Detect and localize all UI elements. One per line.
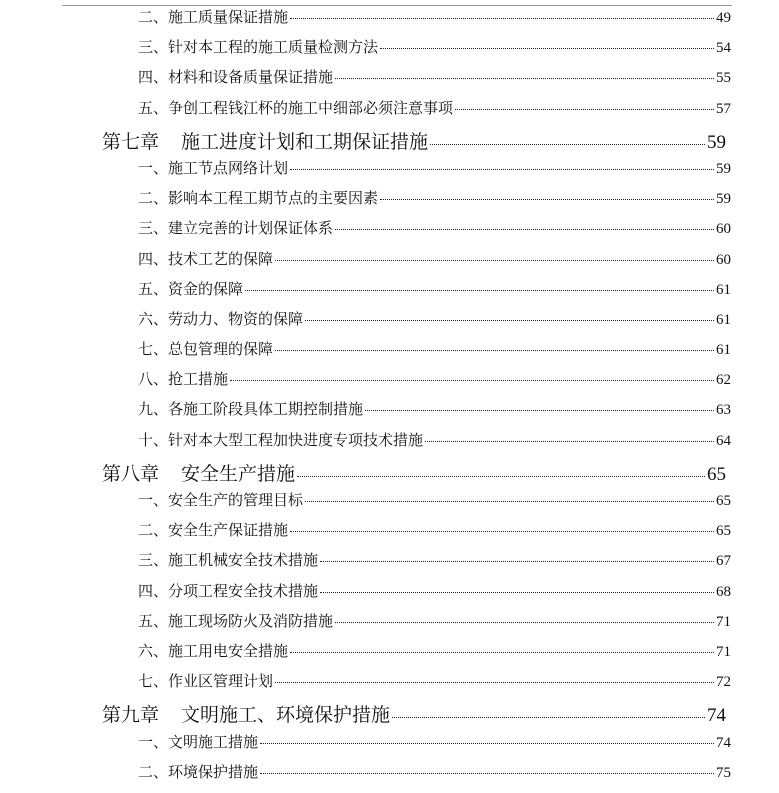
dot-leader — [290, 18, 714, 19]
toc-section-row[interactable] — [0, 549, 731, 579]
toc-section-row[interactable] — [0, 489, 731, 519]
dot-leader — [380, 199, 714, 200]
dot-leader — [430, 144, 705, 145]
toc-section-row[interactable] — [0, 248, 731, 278]
toc-entry-title — [102, 700, 390, 727]
toc-entry-title: 五、施工现场防火及消防措施 — [138, 611, 334, 630]
dot-leader — [335, 622, 714, 623]
toc-section-row[interactable] — [0, 580, 731, 610]
toc-entry-title: 四、分项工程安全技术措施 — [138, 581, 319, 600]
dot-leader — [260, 743, 714, 744]
toc-page-number: 65 — [716, 493, 731, 509]
dot-leader — [365, 410, 714, 411]
dot-leader — [305, 320, 714, 321]
toc-section-row[interactable] — [0, 761, 731, 791]
toc-page-number: 71 — [716, 613, 731, 630]
toc-entry-title: 四、技术工艺的保障 — [138, 249, 274, 268]
toc-page-number: 67 — [716, 553, 731, 570]
chapter-number: 第八章 — [102, 462, 160, 485]
toc-entry-title: 三、建立完善的计划保证体系 — [138, 219, 334, 238]
toc-entry-title: 一、安全生产的管理目标 — [138, 491, 304, 509]
toc-page-number: 57 — [716, 100, 731, 117]
dot-leader — [335, 229, 714, 230]
toc-section-row[interactable] — [0, 6, 731, 36]
dot-leader — [290, 169, 714, 170]
dot-leader — [290, 531, 714, 532]
toc-page-number: 68 — [716, 583, 731, 600]
toc-page-number: 64 — [716, 432, 731, 449]
toc-page-number: 55 — [716, 70, 731, 87]
toc-page-number: 65 — [707, 463, 726, 485]
chapter-number: 第七章 — [102, 130, 160, 153]
toc-entry-title: 六、施工用电安全措施 — [138, 641, 289, 660]
toc-page-number: 59 — [707, 131, 726, 153]
toc-page-number: 60 — [716, 221, 731, 238]
toc-page-number: 59 — [716, 191, 731, 208]
dot-leader — [425, 441, 714, 442]
toc-chapter-row[interactable] — [0, 127, 726, 157]
toc-page-number: 75 — [716, 764, 731, 781]
toc-entry-title: 五、争创工程钱江杯的施工中细部必须注意事项 — [138, 98, 454, 117]
toc-page-number: 65 — [716, 523, 731, 540]
toc-chapter-row[interactable] — [0, 700, 726, 730]
toc-section-row[interactable] — [0, 519, 731, 549]
toc-section-row[interactable] — [0, 670, 731, 700]
dot-leader — [230, 380, 714, 381]
toc-entry-title: 二、环境保护措施 — [138, 762, 259, 781]
toc-page-number: 49 — [716, 10, 731, 26]
toc-page-number: 61 — [716, 281, 731, 298]
toc-page-number: 54 — [716, 40, 731, 57]
toc-entry-title: 一、文明施工措施 — [138, 732, 259, 751]
toc-entry-title: 二、影响本工程工期节点的主要因素 — [138, 189, 379, 208]
toc-page-number: 72 — [716, 674, 731, 691]
table-of-contents — [0, 6, 779, 791]
dot-leader — [275, 682, 714, 683]
toc-section-row[interactable] — [0, 308, 731, 338]
dot-leader — [297, 476, 705, 477]
toc-entry-title: 七、作业区管理计划 — [138, 672, 274, 691]
toc-entry-title: 十、针对本大型工程加快进度专项技术措施 — [138, 430, 424, 449]
toc-section-row[interactable] — [0, 640, 731, 670]
toc-entry-title: 三、施工机械安全技术措施 — [138, 551, 319, 570]
toc-entry-title: 一、施工节点网络计划 — [138, 158, 289, 177]
toc-section-row[interactable] — [0, 610, 731, 640]
toc-entry-title: 三、针对本工程的施工质量检测方法 — [138, 38, 379, 57]
toc-entry-title: 二、安全生产保证措施 — [138, 521, 289, 540]
toc-page-number: 60 — [716, 251, 731, 268]
toc-entry-title: 二、施工质量保证措施 — [138, 8, 289, 26]
dot-leader — [380, 48, 714, 49]
toc-section-row[interactable] — [0, 157, 731, 187]
dot-leader — [335, 78, 714, 79]
toc-page-number: 74 — [707, 705, 726, 727]
toc-page-number: 61 — [716, 311, 731, 328]
toc-section-row[interactable] — [0, 66, 731, 96]
toc-page-number: 59 — [716, 160, 731, 177]
toc-page-number: 63 — [716, 402, 731, 419]
dot-leader — [455, 109, 714, 110]
dot-leader — [275, 260, 714, 261]
chapter-label: 施工进度计划和工期保证措施 — [181, 130, 429, 153]
dot-leader — [245, 290, 714, 291]
toc-section-row[interactable] — [0, 278, 731, 308]
toc-page-number: 74 — [716, 734, 731, 751]
toc-entry-title: 五、资金的保障 — [138, 279, 244, 298]
toc-page-number: 61 — [716, 342, 731, 359]
toc-entry-title: 九、各施工阶段具体工期控制措施 — [138, 400, 364, 419]
dot-leader — [305, 501, 714, 502]
toc-page-number: 62 — [716, 372, 731, 389]
dot-leader — [290, 652, 714, 653]
toc-section-row[interactable] — [0, 217, 731, 247]
toc-section-row[interactable] — [0, 36, 731, 66]
toc-entry-title — [102, 459, 295, 486]
chapter-number: 第九章 — [102, 704, 160, 727]
chapter-label: 安全生产措施 — [181, 462, 296, 485]
dot-leader — [392, 717, 705, 718]
dot-leader — [320, 592, 714, 593]
toc-section-row[interactable] — [0, 398, 731, 428]
chapter-label: 文明施工、环境保护措施 — [181, 704, 391, 727]
dot-leader — [260, 773, 714, 774]
toc-entry-title: 八、抢工措施 — [138, 370, 229, 389]
toc-entry-title — [102, 127, 428, 154]
toc-entry-title: 七、总包管理的保障 — [138, 340, 274, 359]
toc-section-row[interactable] — [0, 731, 731, 761]
toc-page-number: 71 — [716, 643, 731, 660]
toc-entry-title: 六、劳动力、物资的保障 — [138, 309, 304, 328]
dot-leader — [275, 350, 714, 351]
toc-section-row[interactable] — [0, 429, 731, 459]
toc-section-row[interactable] — [0, 338, 731, 368]
toc-section-row[interactable] — [0, 187, 731, 217]
dot-leader — [320, 561, 714, 562]
toc-section-row[interactable] — [0, 368, 731, 398]
toc-chapter-row[interactable] — [0, 459, 726, 489]
toc-entry-title: 四、材料和设备质量保证措施 — [138, 68, 334, 87]
toc-section-row[interactable] — [0, 97, 731, 127]
